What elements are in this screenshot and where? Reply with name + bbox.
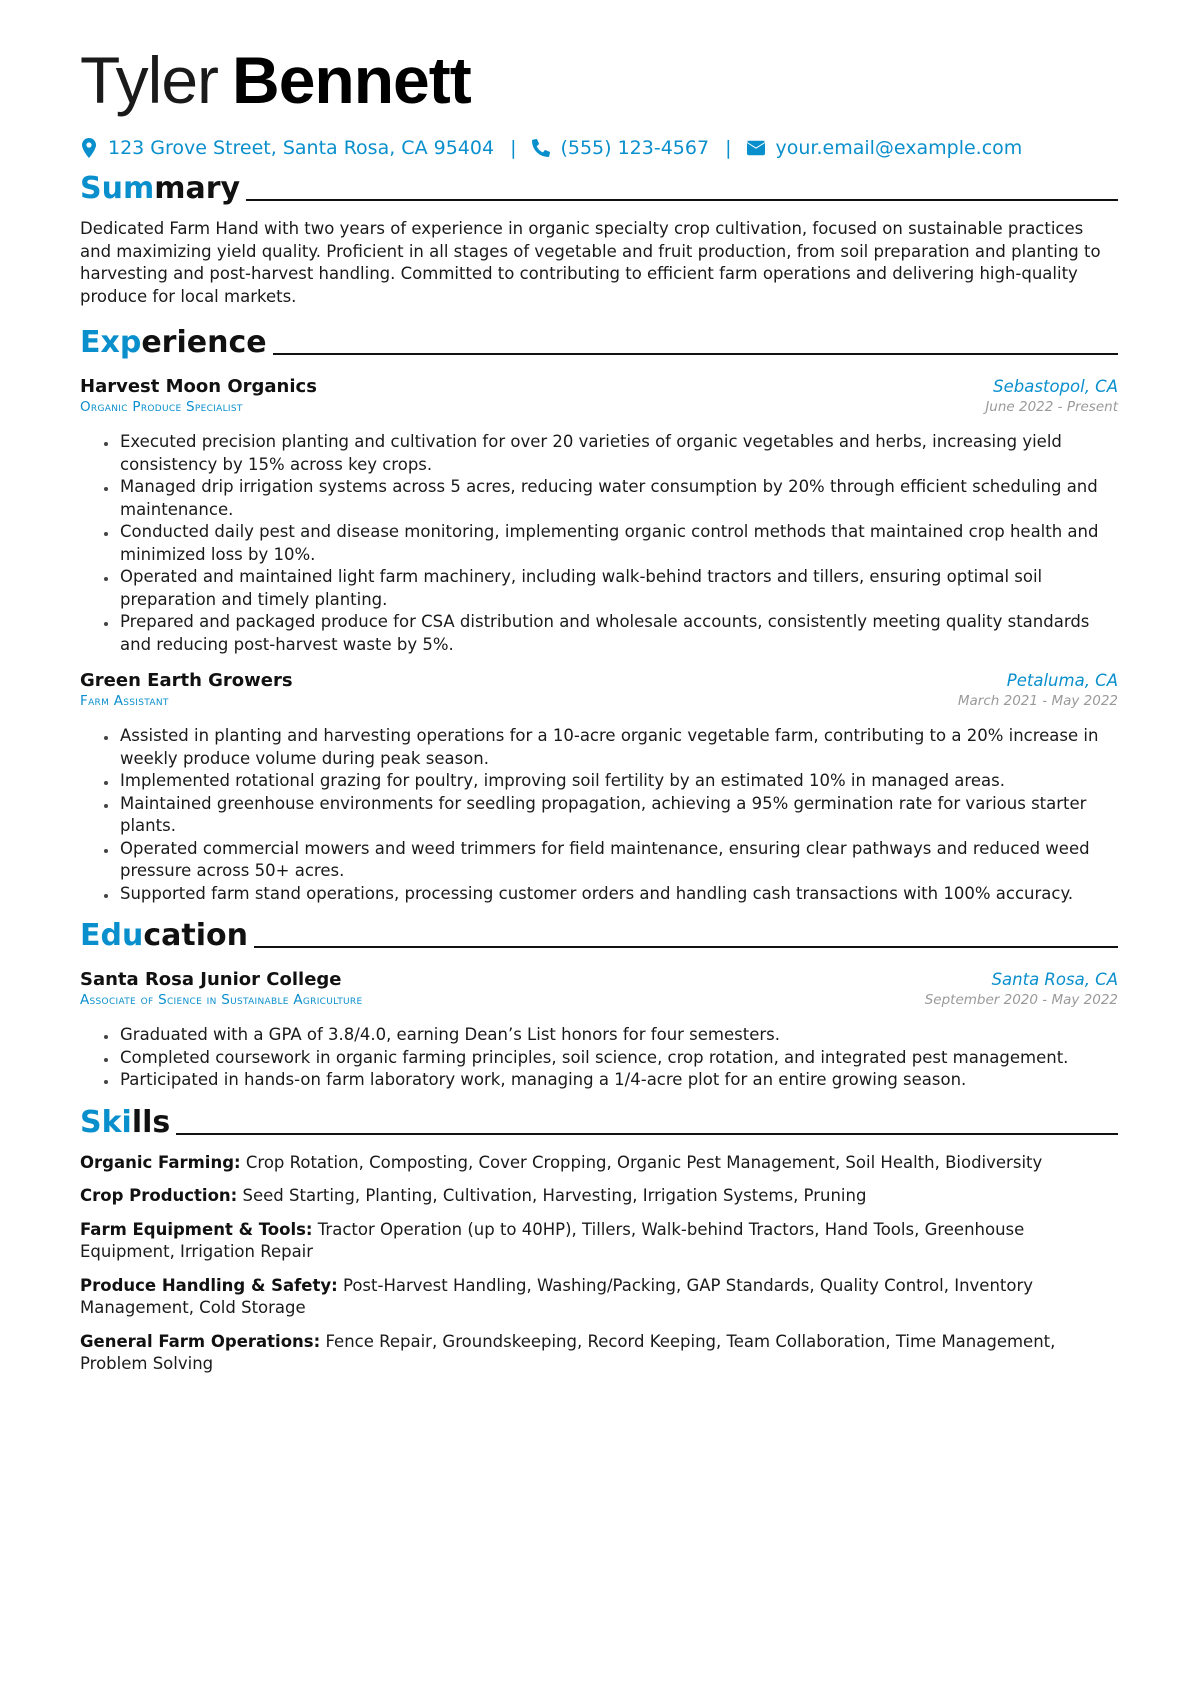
education-dates: September 2020 - May 2022: [924, 992, 1118, 1008]
section-title-accent: Ski: [80, 1104, 132, 1140]
skill-label: General Farm Operations:: [80, 1331, 321, 1351]
phone-icon: [532, 138, 550, 158]
skill-label: Crop Production:: [80, 1186, 238, 1205]
job-title: Organic Produce Specialist: [80, 399, 243, 415]
bullet-item: • Operated and maintained light farm machinery, including walk-behind tractors and tillers, ensuring optimal soil preparation and timely planting.: [118, 566, 1118, 611]
skill-value: Seed Starting, Planting, Cultivation, Harvesting, Irrigation Systems, Pruning: [242, 1186, 867, 1205]
section-title-accent: Exp: [80, 325, 142, 360]
section-divider: [254, 946, 1118, 948]
resume-page: [80, 0, 1118, 1376]
bullet-item: • Supported farm stand operations, processing customer orders and handling cash transactions with 100% accuracy.: [118, 883, 1118, 906]
bullet-item: • Maintained greenhouse environments for seedling propagation, achieving a 95% germination rate for various starter plants.: [118, 793, 1118, 838]
job-location: Petaluma, CA: [1006, 671, 1118, 690]
bullet-item: • Prepared and packaged produce for CSA distribution and wholesale accounts, consistently meeting quality standards and reducing post-harvest waste by 5%.: [118, 611, 1118, 656]
section-divider: [273, 353, 1118, 355]
last-name: Bennett: [232, 43, 471, 117]
skill-line: [80, 1185, 1118, 1208]
bullet-item: • Completed coursework in organic farming principles, soil science, crop rotation, and integrated pest management.: [118, 1047, 1118, 1070]
section-title-rest: lls: [131, 1104, 171, 1140]
bullet-item: • Operated commercial mowers and weed trimmers for field maintenance, ensuring clear pathways and reduced weed pressure across 50+ acres.: [118, 838, 1118, 883]
skills-heading: [80, 1102, 1118, 1140]
section-title: [80, 326, 267, 360]
job-location: Sebastopol, CA: [993, 377, 1118, 396]
section-divider: [176, 1133, 1118, 1135]
education-entry: [80, 969, 1118, 1092]
skill-line: [80, 1331, 1118, 1376]
section-title: [80, 172, 240, 206]
map-marker-icon: [80, 138, 98, 158]
skill-line: [80, 1275, 1118, 1320]
skill-line: [80, 1152, 1118, 1175]
education-bullets: [80, 1024, 1118, 1092]
section-title-rest: mary: [154, 171, 241, 206]
summary-text: Dedicated Farm Hand with two years of experience in organic specialty crop cultivation, focused on sustainable practices and maximizing yield quality. Proficient in all stages of vegetable and fruit production, from soil preparation and planting to harvesting and post-harvest handling. Committed to contributing to efficient farm operations and delivering high-quality produce for local markets.: [80, 219, 1101, 306]
job-entry: [80, 670, 1118, 905]
skill-value: Crop Rotation, Composting, Cover Cropping, Organic Pest Management, Soil Health, Biodiversity: [245, 1152, 1043, 1172]
job-bullets: [80, 431, 1118, 656]
skill-value: Fence Repair, Groundskeeping, Record Keeping, Team Collaboration, Time Management, Problem Solving: [80, 1331, 1056, 1373]
school-name: Santa Rosa Junior College: [80, 969, 342, 990]
job-title: Farm Assistant: [80, 693, 169, 709]
bullet-item: • Implemented rotational grazing for poultry, improving soil fertility by an estimated 10% in managed areas.: [118, 770, 1118, 793]
experience-heading: [80, 322, 1118, 360]
skill-label: Organic Farming:: [80, 1152, 241, 1172]
section-title-accent: Sum: [80, 171, 155, 206]
bullet-item: • Participated in hands-on farm laboratory work, managing a 1/4-acre plot for an entire growing season.: [118, 1069, 1118, 1092]
contact-separator: |: [510, 137, 517, 159]
first-name: Tyler: [80, 43, 219, 117]
employer-name: Green Earth Growers: [80, 670, 293, 691]
section-divider: [246, 199, 1118, 201]
section-title: [80, 919, 248, 953]
school-location: Santa Rosa, CA: [991, 970, 1118, 989]
bullet-item: • Graduated with a GPA of 3.8/4.0, earning Dean’s List honors for four semesters.: [118, 1024, 1118, 1047]
summary-heading: [80, 168, 1118, 206]
skill-line: [80, 1219, 1118, 1264]
job-entry: [80, 376, 1118, 656]
employer-name: Harvest Moon Organics: [80, 376, 317, 397]
bullet-item: • Conducted daily pest and disease monitoring, implementing organic control methods that maintained crop health and minimized loss by 10%.: [118, 521, 1118, 566]
skill-value: Post-Harvest Handling, Washing/Packing, GAP Standards, Quality Control, Inventory Management, Cold Storage: [80, 1275, 1034, 1317]
skill-label: Farm Equipment & Tools:: [80, 1219, 313, 1239]
bullet-item: • Assisted in planting and harvesting operations for a 10-acre organic vegetable farm, contributing to a 20% increase in weekly produce volume during peak season.: [118, 725, 1118, 770]
section-title: [80, 1106, 170, 1140]
email-link[interactable]: your.email@example.com: [775, 137, 1023, 159]
skill-label: Produce Handling & Safety:: [80, 1275, 338, 1295]
degree-name: Associate of Science in Sustainable Agriculture: [80, 992, 363, 1008]
job-dates: June 2022 - Present: [985, 399, 1118, 415]
envelope-icon: [747, 138, 765, 158]
job-bullets: [80, 725, 1118, 905]
job-dates: March 2021 - May 2022: [957, 693, 1118, 709]
bullet-item: • Managed drip irrigation systems across 5 acres, reducing water consumption by 20% through efficient scheduling and maintenance.: [118, 476, 1118, 521]
contact-line: [80, 134, 1118, 162]
section-title-rest: cation: [143, 918, 248, 953]
section-title-accent: Edu: [80, 918, 144, 953]
phone-text: (555) 123-4567: [560, 137, 710, 159]
address-text: 123 Grove Street, Santa Rosa, CA 95404: [108, 137, 495, 159]
education-heading: [80, 915, 1118, 953]
contact-separator: |: [725, 137, 732, 159]
resume-name: [80, 42, 1118, 120]
skill-value: Tractor Operation (up to 40HP), Tillers, Walk-behind Tractors, Hand Tools, Greenhouse Equipment, Irrigation Repair: [80, 1219, 1025, 1261]
bullet-item: • Executed precision planting and cultivation for over 20 varieties of organic vegetables and herbs, increasing yield consistency by 15% across key crops.: [118, 431, 1118, 476]
section-title-rest: erience: [141, 325, 267, 360]
